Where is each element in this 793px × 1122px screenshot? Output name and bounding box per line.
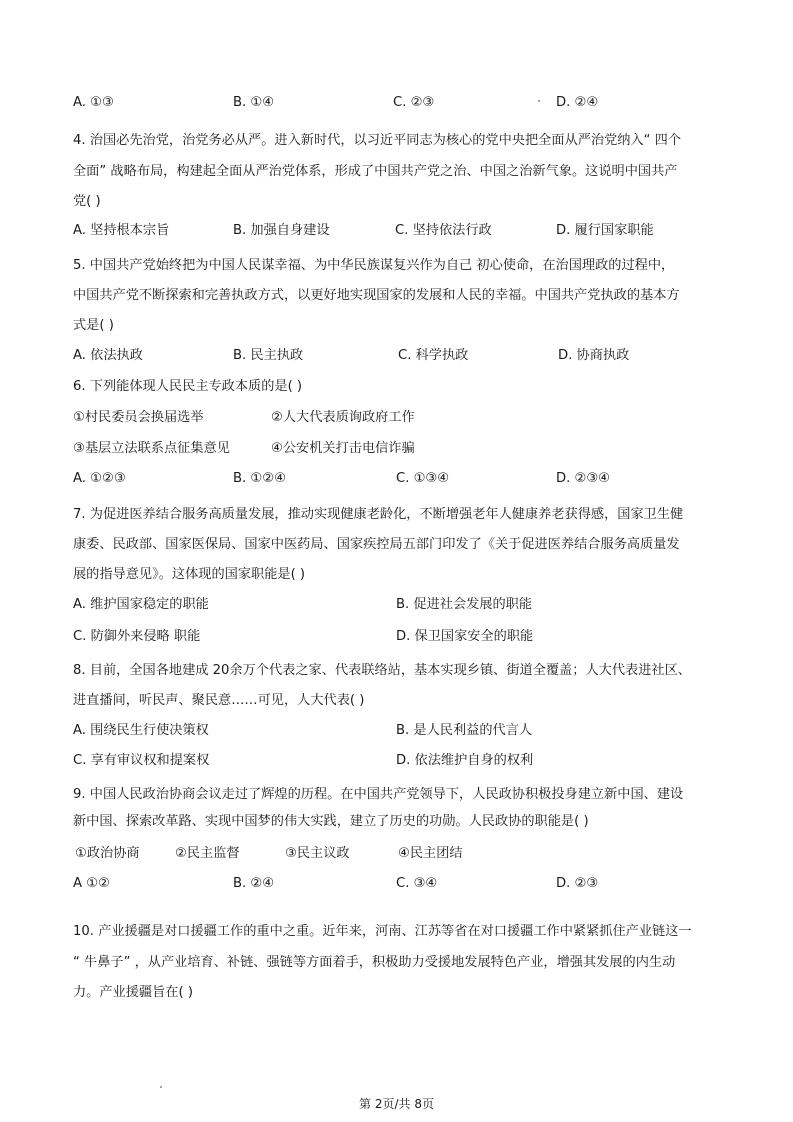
q9-item-3: ③民主议政 — [285, 846, 350, 861]
q9-item-2: ②民主监督 — [175, 846, 240, 861]
q6-stem-line-1: 6. 下列能体现人民民主专政本质的是( ) — [73, 379, 303, 394]
q6-option-c: C. ①③④ — [396, 471, 450, 486]
q3-option-c: C. ②③ — [393, 95, 435, 110]
q3-option-d: D. ②④ — [556, 95, 599, 110]
q6-item-2: ②人大代表质询政府工作 — [271, 410, 415, 425]
q5-option-a: A. 依法执政 — [73, 348, 143, 363]
q9-stem-line-1: 9. 中国人民政治协商会议走过了辉煌的历程。在中国共产党领导下，人民政协积极投身建立新中国、建设 — [73, 787, 684, 802]
q4-stem-line-1: 4. 治国必先治党，治党务必从严。进入新时代，以习近平同志为核心的党中央把全面从严治党纳入“ 四个 — [73, 133, 682, 148]
q9-option-c: C. ③④ — [396, 876, 438, 891]
q6-item-4: ④公安机关打击电信诈骗 — [271, 441, 415, 456]
q9-item-4: ④民主团结 — [398, 846, 463, 861]
q9-option-b: B. ②④ — [233, 876, 275, 891]
q4-option-b: B. 加强自身建设 — [233, 223, 330, 238]
q5-option-b: B. 民主执政 — [233, 348, 304, 363]
q7-option-d: D. 保卫国家安全的职能 — [396, 629, 534, 644]
q9-item-1: ①政治协商 — [75, 846, 140, 861]
q7-option-c: C. 防御外来侵略 职能 — [73, 629, 201, 644]
q6-item-3: ③基层立法联系点征集意见 — [73, 441, 230, 456]
q5-stem-line-1: 5. 中国共产党始终把为中国人民谋幸福、为中华民族谋复兴作为自己 初心使命，在治国理政的过程中， — [73, 258, 675, 273]
q7-stem-line-3: 展的指导意见》。这体现的国家职能是( ) — [73, 567, 306, 582]
q9-option-a: A ①② — [73, 876, 110, 891]
q8-option-b: B. 是人民利益的代言人 — [396, 723, 533, 738]
stray-mark — [160, 1086, 162, 1088]
stray-mark — [538, 100, 540, 102]
q6-item-1: ①村民委员会换届选举 — [73, 410, 204, 425]
q4-stem-line-2: 全面” 战略布局，构建起全面从严治党体系，形成了中国共产党之治、中国之治新气象。这说明中国共产 — [73, 164, 678, 179]
q7-stem-line-2: 康委、民政部、国家医保局、国家中医药局、国家疾控局五部门印发了《关于促进医养结合服务高质量发 — [73, 537, 680, 552]
q3-option-a: A. ①③ — [73, 95, 114, 110]
q8-option-c: C. 享有审议权和提案权 — [73, 753, 210, 768]
q7-option-a: A. 维护国家稳定的职能 — [73, 597, 209, 612]
q4-option-a: A. 坚持根本宗旨 — [73, 223, 170, 238]
q5-option-c: C. 科学执政 — [398, 348, 469, 363]
q9-option-d: D. ②③ — [556, 876, 599, 891]
q8-option-d: D. 依法维护自身的权利 — [396, 753, 534, 768]
q8-option-a: A. 围绕民生行使决策权 — [73, 723, 209, 738]
q8-stem-line-2: 进直播间，听民声、聚民意……可见，人大代表( ) — [73, 693, 365, 708]
q9-stem-line-2: 新中国、探索改革路、实现中国梦的伟大实践，建立了历史的功勋。人民政协的职能是( ) — [73, 814, 589, 829]
q6-option-d: D. ②③④ — [556, 471, 611, 486]
q6-option-b: B. ①②④ — [233, 471, 286, 486]
q6-option-a: A. ①②③ — [73, 471, 126, 486]
q10-stem-line-1: 10. 产业援疆是对口援疆工作的重中之重。近年来，河南、江苏等省在对口援疆工作中紧紧抓住产业链这一 — [73, 924, 692, 939]
q3-option-b: B. ①④ — [233, 95, 275, 110]
q10-stem-line-3: 力。产业援疆旨在( ) — [73, 985, 193, 1000]
q10-stem-line-2: “ 牛鼻子” ，从产业培育、补链、强链等方面着手，积极助力受援地发展特色产业，增强其发展的内生动 — [73, 955, 676, 970]
q8-stem-line-1: 8. 目前，全国各地建成 20余万个代表之家、代表联络站，基本实现乡镇、街道全覆盖；人大代表进社区、 — [73, 663, 691, 678]
q5-stem-line-3: 式是( ) — [73, 318, 114, 333]
page-number: 第 2页/共 8页 — [359, 1097, 434, 1111]
q4-stem-line-3: 党( ) — [73, 194, 101, 209]
q7-option-b: B. 促进社会发展的职能 — [396, 597, 533, 612]
q4-option-c: C. 坚持依法行政 — [395, 223, 492, 238]
q5-stem-line-2: 中国共产党不断探索和完善执政方式，以更好地实现国家的发展和人民的幸福。中国共产党执政的基本方 — [73, 288, 680, 303]
q5-option-d: D. 协商执政 — [558, 348, 630, 363]
q7-stem-line-1: 7. 为促进医养结合服务高质量发展，推动实现健康老龄化，不断增强老年人健康养老获得感，国家卫生健 — [73, 507, 684, 522]
q4-option-d: D. 履行国家职能 — [556, 223, 654, 238]
